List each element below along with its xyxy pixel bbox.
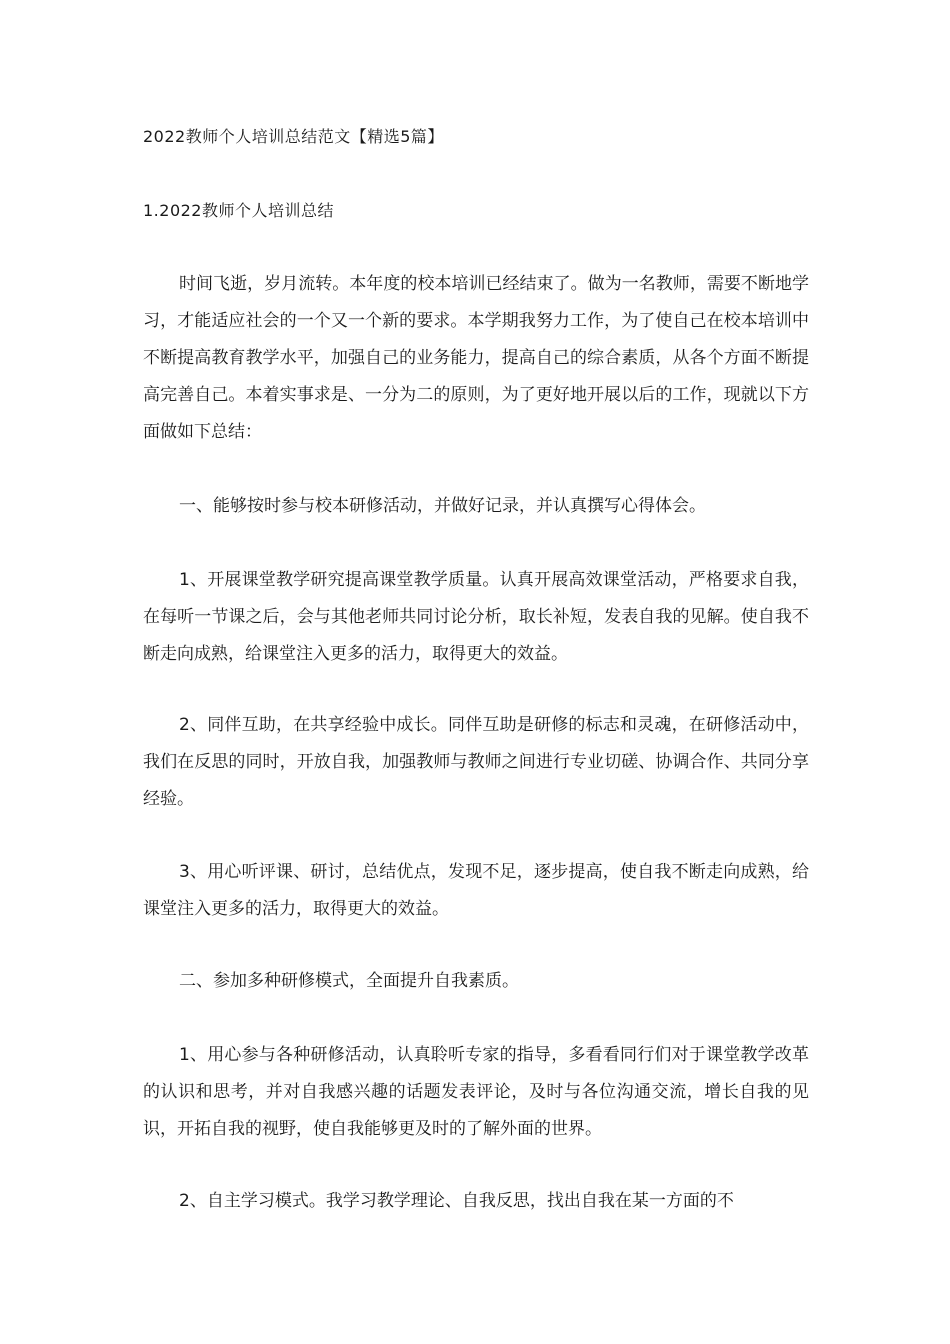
document-title: 2022教师个人培训总结范文【精选5篇】: [143, 127, 444, 146]
paragraph-intro: 时间飞逝，岁月流转。本年度的校本培训已经结束了。做为一名教师，需要不断地学习，才能适应社会的一个又一个新的要求。本学期我努力工作，为了使自己在校本培训中不断提高教育教学水平，加强自己的业务能力，提高自己的综合素质，从各个方面不断提高完善自己。本着实事求是、一分为二的原则，为了更好地开展以后的工作，现就以下方面做如下总结：: [143, 274, 809, 442]
paragraph-item-5: 2、自主学习模式。我学习教学理论、自我反思，找出自我在某一方面的不: [179, 1191, 734, 1211]
paragraph-item-1: 1、开展课堂教学研究提高课堂教学质量。认真开展高效课堂活动，严格要求自我，在每听一节课之后，会与其他老师共同讨论分析，取长补短，发表自我的见解。使自我不断走向成熟，给课堂注入更多的活力，取得更大的效益。: [143, 570, 809, 664]
paragraph-item-2: 2、同伴互助，在共享经验中成长。同伴互助是研修的标志和灵魂，在研修活动中，我们在反思的同时，开放自我，加强教师与教师之间进行专业切磋、协调合作、共同分享经验。: [143, 715, 809, 809]
paragraph-item-4: 1、用心参与各种研修活动，认真聆听专家的指导，多看看同行们对于课堂教学改革的认识和思考，并对自我感兴趣的话题发表评论，及时与各位沟通交流，增长自我的见识，开拓自我的视野，使自我能够更及时的了解外面的世界。: [143, 1045, 809, 1139]
paragraph-item-3: 3、用心听评课、研讨，总结优点，发现不足，逐步提高，使自我不断走向成熟，给课堂注入更多的活力，取得更大的效益。: [143, 862, 809, 919]
section-title: 1.2022教师个人培训总结: [143, 201, 334, 220]
paragraph-heading-two: 二、参加多种研修模式，全面提升自我素质。: [179, 971, 519, 991]
paragraph-heading-one: 一、能够按时参与校本研修活动，并做好记录，并认真撰写心得体会。: [179, 496, 706, 516]
